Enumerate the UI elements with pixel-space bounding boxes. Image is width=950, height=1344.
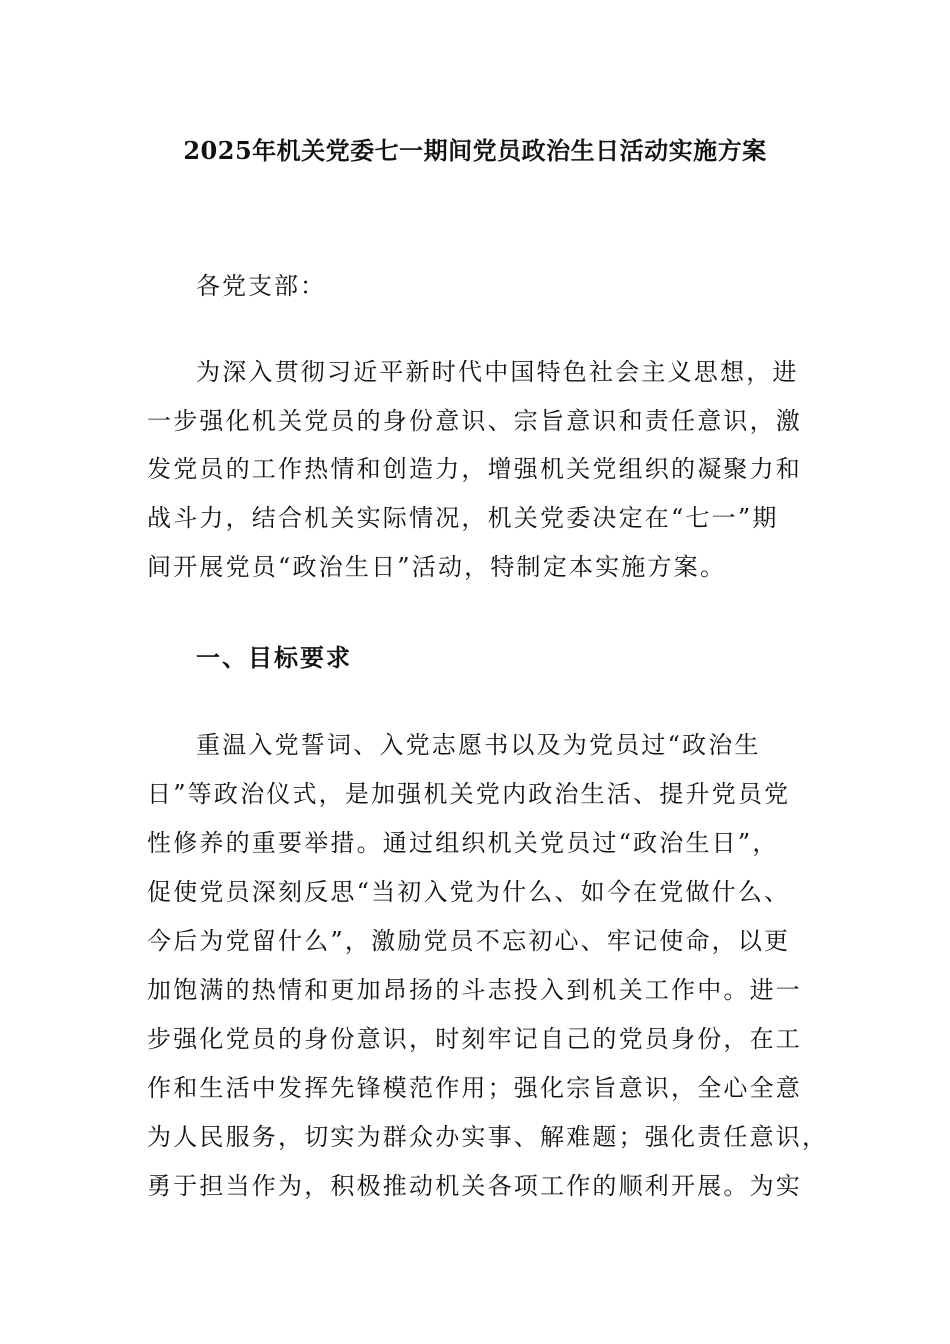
section-line: 重温入党誓词、入党志愿书以及为党员过“政治生 [196,731,761,759]
section-line: 作和生活中发挥先锋模范作用；强化宗旨意识，全心全意 [147,1074,802,1102]
intro-line: 战斗力，结合机关实际情况，机关党委决定在“七一”期 [147,504,779,532]
section-line: 步强化党员的身份意识，时刻牢记自己的党员身份，在工 [147,1025,802,1053]
section-line: 加饱满的热情和更加昂扬的斗志投入到机关工作中。进一 [147,976,802,1004]
section-line: 促使党员深刻反思“当初入党为什么、如今在党做什么、 [147,878,791,906]
document-title: 2025年机关党委七一期间党员政治生日活动实施方案 [183,136,767,165]
section-line: 性修养的重要举措。通过组织机关党员过“政治生日”， [147,829,779,857]
intro-line: 为深入贯彻习近平新时代中国特色社会主义思想，进 [196,358,799,386]
salutation: 各党支部： [196,272,326,300]
section-line: 勇于担当作为，积极推动机关各项工作的顺利开展。为实 [147,1172,802,1200]
section-line: 今后为党留什么”，激励党员不忘初心、牢记使命，以更 [147,927,791,955]
intro-line: 间开展党员“政治生日”活动，特制定本实施方案。 [147,553,727,581]
intro-line: 发党员的工作热情和创造力，增强机关党组织的凝聚力和 [147,455,802,483]
intro-line: 一步强化机关党员的身份意识、宗旨意识和责任意识，激 [147,407,802,435]
section-line: 日”等政治仪式，是加强机关党内政治生活、提升党员党 [147,780,791,808]
section-line: 为人民服务，切实为群众办实事、解难题；强化责任意识， [147,1123,829,1151]
section-heading: 一、目标要求 [196,643,352,672]
